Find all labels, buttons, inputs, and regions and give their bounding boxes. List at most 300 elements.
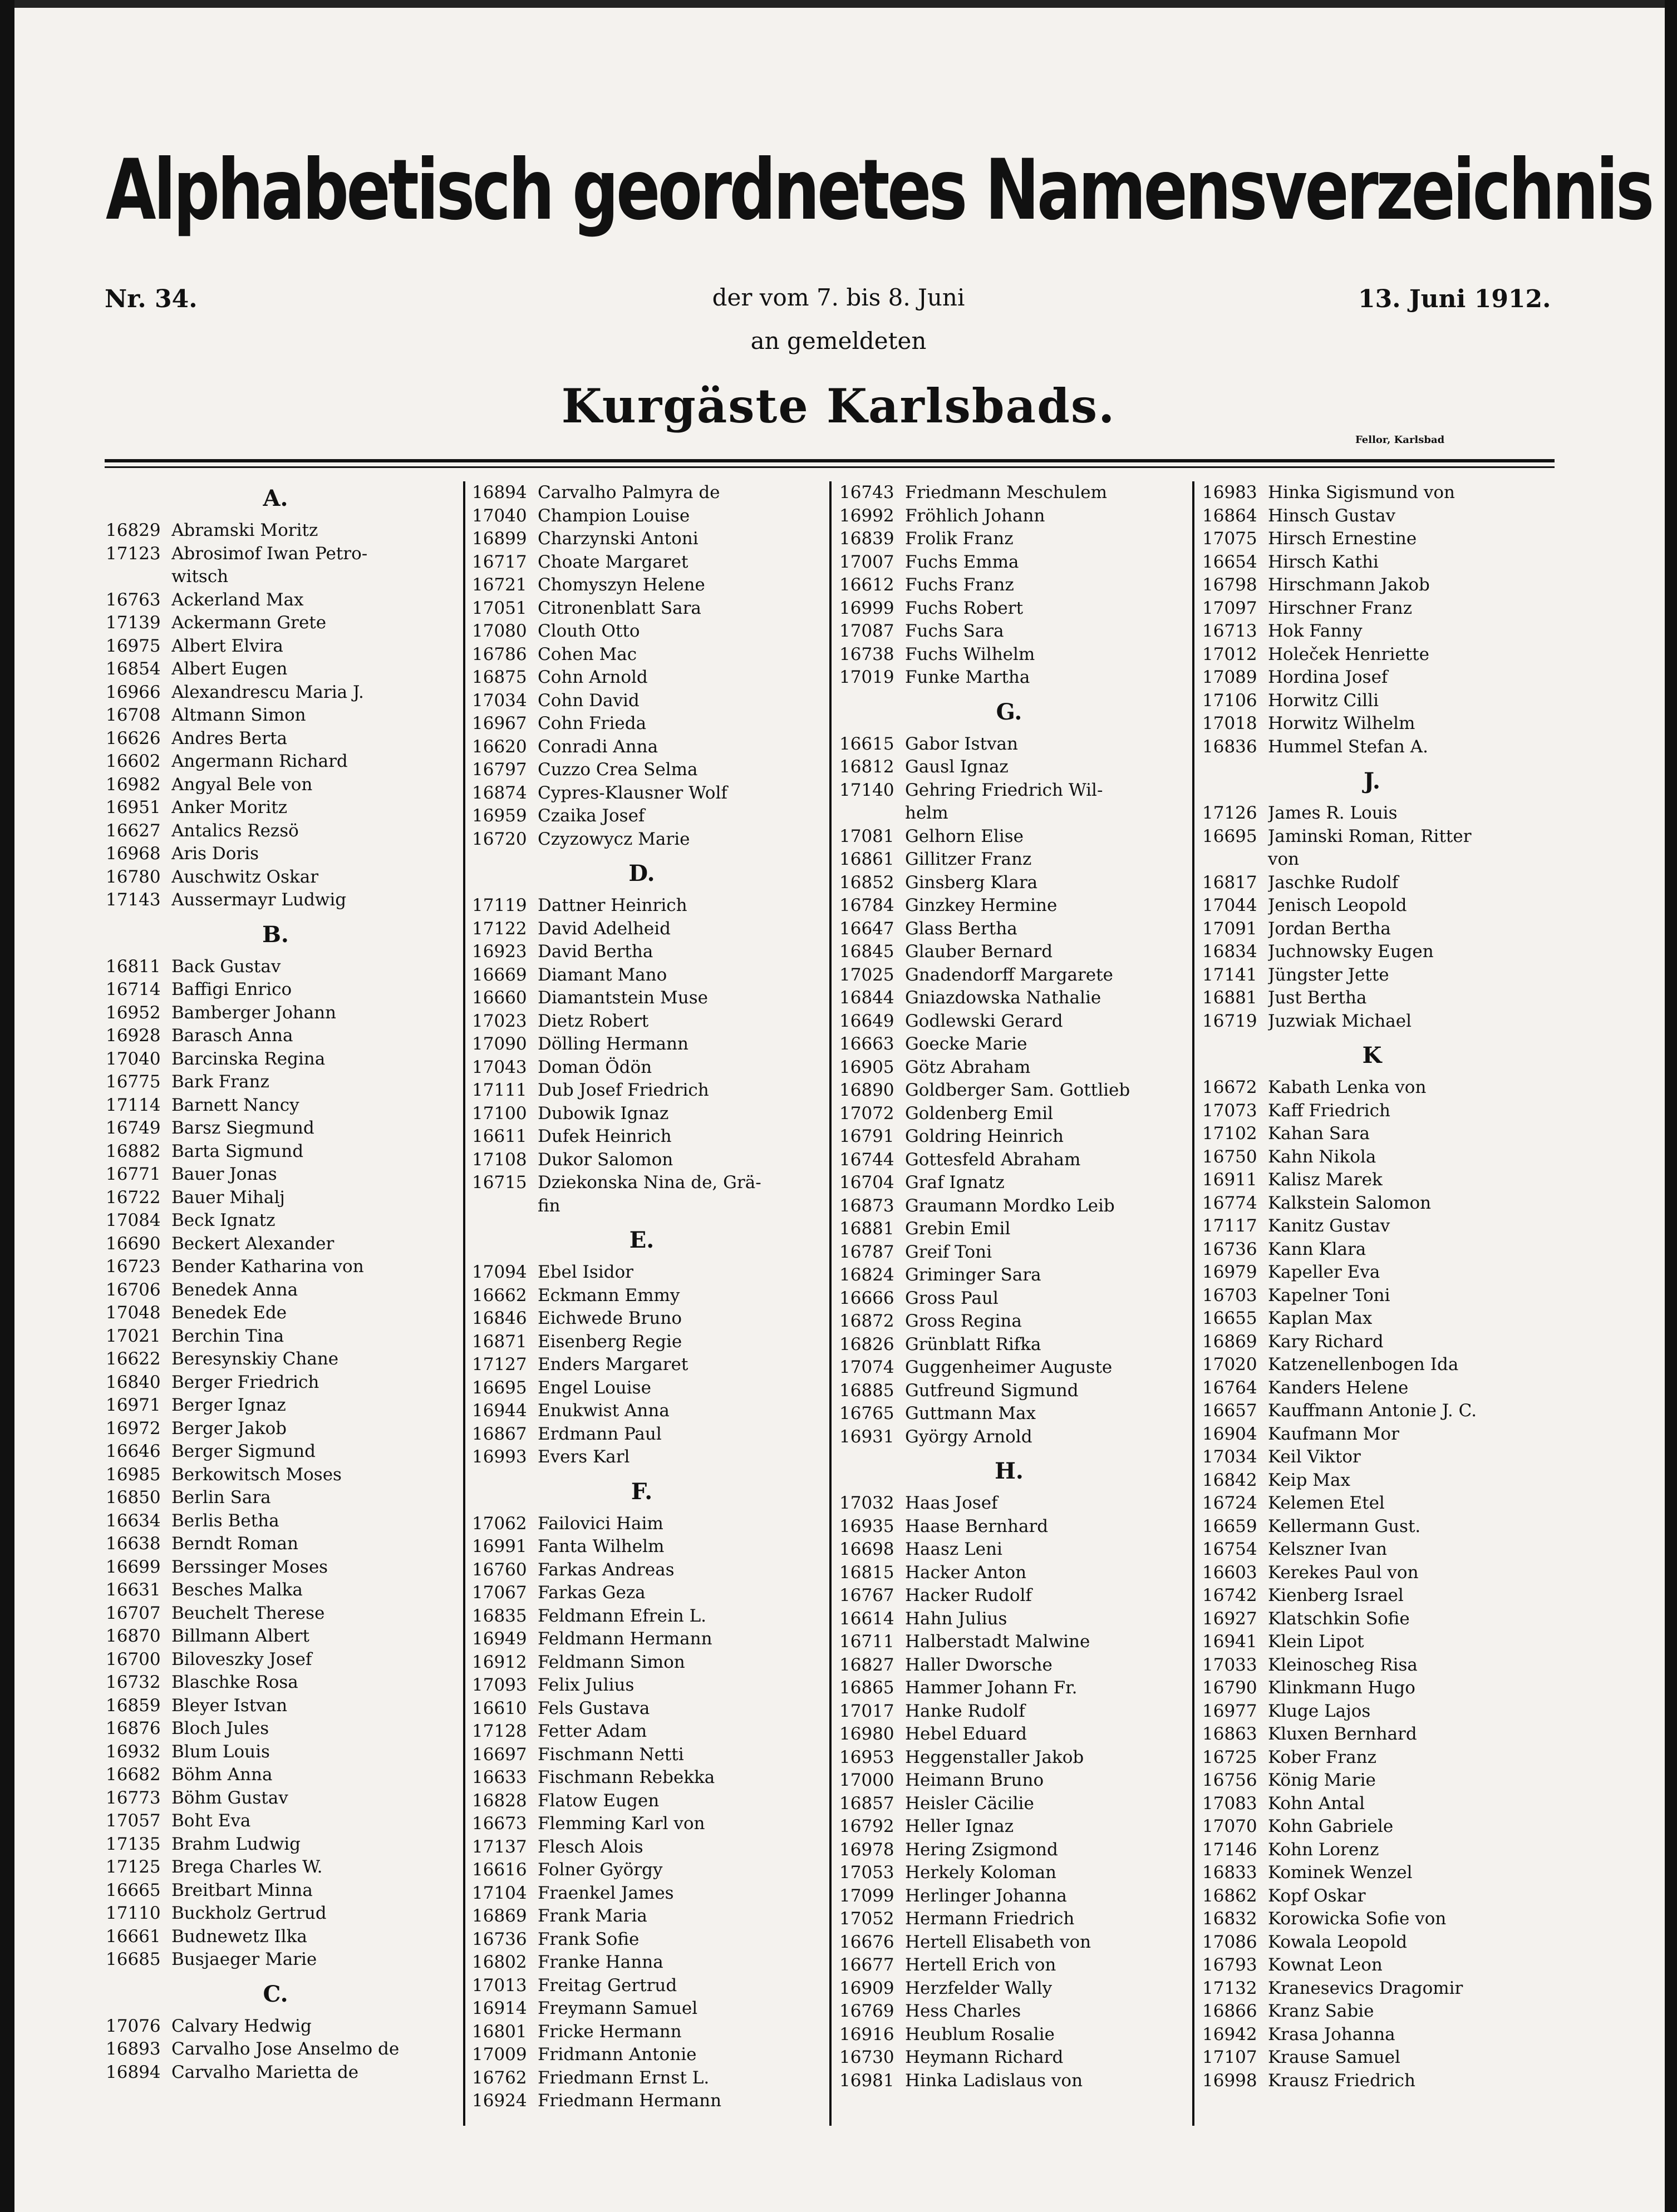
name-column-1 <box>106 481 445 2084</box>
guest-name: Jüngster Jette <box>1268 964 1389 985</box>
guest-name: Fuchs Robert <box>905 598 1024 618</box>
list-item <box>106 1833 445 1856</box>
list-item <box>106 1348 445 1371</box>
entry-number: 17017 <box>839 1701 894 1721</box>
entry-number: 17053 <box>839 1863 894 1883</box>
guest-name: Friedmann Ernst L. <box>538 2067 710 2088</box>
guest-name: Clouth Otto <box>538 621 640 641</box>
guest-name: Herkely Koloman <box>905 1863 1057 1883</box>
guest-name: Klein Lipot <box>1268 1632 1364 1652</box>
list-item <box>1202 1076 1542 1100</box>
guest-name: Carvalho Palmyra de <box>538 482 720 502</box>
list-item <box>839 1630 1179 1654</box>
guest-name: Krasa Johanna <box>1268 2024 1395 2045</box>
list-item <box>1202 481 1542 505</box>
entry-number: 17127 <box>472 1354 527 1375</box>
list-item <box>106 635 445 658</box>
list-item <box>1202 643 1542 667</box>
guest-name: Kalkstein Salomon <box>1268 1193 1432 1213</box>
list-item <box>472 894 812 918</box>
list-item <box>839 1561 1179 1585</box>
list-item <box>839 551 1179 574</box>
entry-number: 17139 <box>106 613 161 633</box>
guest-name: Heggenstaller Jakob <box>905 1747 1084 1767</box>
list-item <box>106 1787 445 1810</box>
list-item <box>839 1769 1179 1792</box>
guest-name: Folner György <box>538 1860 663 1880</box>
list-item <box>472 1102 812 1126</box>
list-item <box>1202 1792 1542 1816</box>
guest-name: Frank Maria <box>538 1906 647 1926</box>
entry-number: 17051 <box>472 598 527 618</box>
entry-number: 16904 <box>1202 1423 1257 1444</box>
entry-number: 17020 <box>1202 1354 1257 1375</box>
guest-name: Calvary Hedwig <box>171 2016 312 2036</box>
list-item <box>106 1279 445 1302</box>
list-item <box>472 620 812 643</box>
entry-number: 16672 <box>1202 1077 1257 1097</box>
entry-number: 16911 <box>1202 1170 1257 1190</box>
list-item <box>106 820 445 843</box>
list-item <box>472 2043 812 2067</box>
list-item <box>839 481 1179 505</box>
entry-number: 16633 <box>472 1767 527 1787</box>
guest-name: Berkowitsch Moses <box>171 1464 342 1485</box>
list-item <box>472 1812 812 1836</box>
entry-number: 16979 <box>1202 1262 1257 1282</box>
entry-number: 17093 <box>472 1675 527 1695</box>
entry-number: 16769 <box>839 2001 894 2021</box>
entry-number: 17125 <box>106 1857 161 1877</box>
guest-name: David Bertha <box>538 942 653 962</box>
list-item <box>106 704 445 727</box>
guest-name: Korowicka Sofie von <box>1268 1909 1447 1929</box>
guest-name: Hinka Sigismund von <box>1268 482 1455 502</box>
guest-name: Haller Dworsche <box>905 1654 1053 1675</box>
list-item <box>839 1380 1179 1403</box>
guest-name: Jaschke Rudolf <box>1268 872 1399 893</box>
guest-name: Berchin Tina <box>171 1326 284 1346</box>
entry-number: 16959 <box>472 806 527 826</box>
list-item <box>1202 1630 1542 1654</box>
entry-number: 16924 <box>472 2091 527 2111</box>
list-item <box>1202 918 1542 941</box>
list-item <box>472 1790 812 1813</box>
entry-number: 16704 <box>839 1172 894 1193</box>
guest-name: Kauffmann Antonie J. C. <box>1268 1401 1477 1421</box>
guest-name: Hinsch Gustav <box>1268 505 1396 526</box>
list-item <box>839 1654 1179 1677</box>
entry-number: 16771 <box>106 1164 161 1184</box>
entry-number: 17076 <box>106 2016 161 2036</box>
entry-number: 16932 <box>106 1741 161 1762</box>
entry-number: 16968 <box>106 844 161 864</box>
guest-name: Hebel Eduard <box>905 1724 1027 1744</box>
entry-number: 17143 <box>106 890 161 910</box>
guest-name: Fetter Adam <box>538 1721 647 1741</box>
entry-number: 16885 <box>839 1380 894 1401</box>
list-item <box>106 1071 445 1094</box>
list-item <box>839 1195 1179 1218</box>
guest-name: Hertell Elisabeth von <box>905 1932 1091 1952</box>
guest-name: Kober Franz <box>1268 1747 1376 1767</box>
guest-name: Brega Charles W. <box>171 1857 323 1877</box>
list-item <box>839 964 1179 987</box>
guest-name: Beck Ignatz <box>171 1210 276 1230</box>
entry-number: 16791 <box>839 1126 894 1146</box>
entry-number: 16871 <box>472 1331 527 1352</box>
letter-section-heading: E. <box>629 1227 655 1253</box>
guest-name: Cohn Arnold <box>538 667 648 687</box>
list-item <box>472 1905 812 1928</box>
entry-number: 17009 <box>472 2045 527 2065</box>
list-item <box>472 1582 812 1605</box>
entry-number: 16815 <box>839 1562 894 1583</box>
guest-name: Keip Max <box>1268 1470 1350 1490</box>
entry-number: 16706 <box>106 1279 161 1300</box>
entry-number: 16711 <box>839 1632 894 1652</box>
entry-number: 16612 <box>839 575 894 595</box>
entry-number: 17126 <box>1202 803 1257 823</box>
entry-number: 16975 <box>106 635 161 656</box>
guest-name-continuation: fin <box>538 1195 560 1216</box>
list-item <box>472 643 812 667</box>
entry-number: 16797 <box>472 760 527 780</box>
entry-number: 16620 <box>472 736 527 757</box>
guest-name: Gniazdowska Nathalie <box>905 988 1101 1008</box>
guest-name: Feldmann Efrein L. <box>538 1605 707 1626</box>
entry-number: 16829 <box>106 520 161 540</box>
guest-name: Dub Josef Friedrich <box>538 1080 709 1100</box>
list-item <box>839 574 1179 597</box>
guest-name: Hok Fanny <box>1268 621 1363 641</box>
entry-number: 17012 <box>1202 644 1257 664</box>
list-item <box>839 1954 1179 1977</box>
guest-name: Böhm Gustav <box>171 1787 288 1808</box>
list-item <box>1202 597 1542 620</box>
guest-name: Berlin Sara <box>171 1487 271 1507</box>
entry-number: 16685 <box>106 1949 161 1969</box>
name-column-4 <box>1202 481 1542 2092</box>
list-item <box>106 1094 445 1117</box>
entry-number: 16787 <box>839 1242 894 1262</box>
entry-number: 17089 <box>1202 667 1257 687</box>
guest-name: Greif Toni <box>905 1242 992 1262</box>
letter-section-heading: F. <box>631 1478 653 1505</box>
entry-number: 16949 <box>472 1629 527 1649</box>
list-item <box>1202 1815 1542 1839</box>
guest-name: Haasz Leni <box>905 1539 1002 1559</box>
list-item <box>1202 1400 1542 1423</box>
guest-name: Failovici Haim <box>538 1513 663 1534</box>
guest-name: Beckert Alexander <box>171 1233 335 1254</box>
list-item <box>106 658 445 681</box>
scan-border-top <box>0 0 1677 8</box>
list-item <box>839 1700 1179 1723</box>
entry-number: 16703 <box>1202 1285 1257 1305</box>
entry-number: 16833 <box>1202 1863 1257 1883</box>
list-item <box>106 681 445 705</box>
entry-number: 16881 <box>1202 988 1257 1008</box>
guest-name: Benedek Anna <box>171 1279 298 1300</box>
list-item <box>472 736 812 759</box>
list-item <box>1202 1723 1542 1746</box>
list-item <box>472 1951 812 1974</box>
letter-section-heading: C. <box>263 1981 288 2007</box>
guest-name: Hertell Erich von <box>905 1955 1056 1975</box>
guest-name: Fanta Wilhelm <box>538 1536 665 1556</box>
guest-name: Eckmann Emmy <box>538 1285 680 1305</box>
entry-number: 16953 <box>839 1747 894 1767</box>
column-divider <box>829 481 832 2126</box>
list-item <box>1202 2070 1542 2093</box>
guest-name: Engel Louise <box>538 1377 651 1398</box>
list-item <box>839 1931 1179 1954</box>
guest-name: György Arnold <box>905 1426 1032 1447</box>
entry-number: 16690 <box>106 1233 161 1254</box>
entry-number: 17114 <box>106 1095 161 1115</box>
entry-number: 17073 <box>1202 1100 1257 1121</box>
list-item <box>1202 620 1542 643</box>
entry-number: 16721 <box>472 575 527 595</box>
guest-name: Ackerland Max <box>171 589 304 610</box>
guest-name: Guttmann Max <box>905 1403 1036 1423</box>
list-item <box>472 2021 812 2044</box>
entry-number: 17040 <box>106 1048 161 1069</box>
list-item <box>1202 2023 1542 2047</box>
list-item <box>472 2090 812 2113</box>
guest-name: Krausz Friedrich <box>1268 2070 1416 2091</box>
letter-section-heading: A. <box>263 485 288 511</box>
guest-name: Erdmann Paul <box>538 1423 662 1444</box>
guest-name: Biloveszky Josef <box>171 1649 312 1669</box>
guest-name: Grünblatt Rifka <box>905 1334 1041 1354</box>
entry-number: 16834 <box>1202 942 1257 962</box>
entry-number: 17099 <box>839 1885 894 1906</box>
entry-number: 17013 <box>472 1975 527 1996</box>
guest-name: Kapeller Eva <box>1268 1262 1380 1282</box>
entry-number: 16743 <box>839 482 894 502</box>
list-item <box>106 750 445 774</box>
list-item <box>1202 894 1542 918</box>
entry-number: 17034 <box>1202 1447 1257 1467</box>
entry-number: 17106 <box>1202 690 1257 711</box>
entry-number: 16695 <box>472 1377 527 1398</box>
list-item <box>839 940 1179 964</box>
entry-number: 17057 <box>106 1811 161 1831</box>
entry-number: 17052 <box>839 1909 894 1929</box>
entry-number: 16905 <box>839 1057 894 1077</box>
entry-number: 16780 <box>106 866 161 887</box>
entry-number: 16914 <box>472 1998 527 2018</box>
guest-name: Gross Regina <box>905 1311 1022 1331</box>
guest-name: Friedmann Hermann <box>538 2091 722 2111</box>
entry-number: 16697 <box>472 1744 527 1765</box>
entry-number: 16972 <box>106 1418 161 1438</box>
guest-name: Dattner Heinrich <box>538 895 687 915</box>
guest-name: Felix Julius <box>538 1675 635 1695</box>
list-item <box>1202 1469 1542 1492</box>
guest-name: Berndt Roman <box>171 1534 298 1554</box>
list-item <box>1202 825 1542 849</box>
guest-name: Brahm Ludwig <box>171 1834 301 1854</box>
list-item <box>1202 1861 1542 1885</box>
guest-name: Benedek Ede <box>171 1303 287 1323</box>
entry-number: 16977 <box>1202 1701 1257 1721</box>
entry-number: 17062 <box>472 1513 527 1534</box>
list-item <box>472 551 812 574</box>
entry-number: 16657 <box>1202 1401 1257 1421</box>
list-item <box>472 964 812 987</box>
list-item <box>472 1056 812 1080</box>
entry-number: 16875 <box>472 667 527 687</box>
entry-number: 16756 <box>1202 1770 1257 1790</box>
list-item <box>1202 1608 1542 1631</box>
entry-number: 16602 <box>106 751 161 771</box>
list-item <box>1202 2046 1542 2070</box>
guest-name: Jordan Bertha <box>1268 918 1391 939</box>
entry-number: 16614 <box>839 1608 894 1629</box>
list-item <box>1202 1700 1542 1723</box>
list-item <box>472 481 812 505</box>
entry-number: 16826 <box>839 1334 894 1354</box>
guest-name: Hess Charles <box>905 2001 1021 2021</box>
guest-name: Friedmann Meschulem <box>905 482 1108 502</box>
entry-number: 17034 <box>472 690 527 711</box>
guest-name: Kaff Friedrich <box>1268 1100 1391 1121</box>
entry-number: 16824 <box>839 1265 894 1285</box>
name-column-2 <box>472 481 812 2113</box>
guest-name: Fuchs Emma <box>905 551 1019 572</box>
entry-number: 17084 <box>106 1210 161 1230</box>
guest-name: Kabath Lenka von <box>1268 1077 1427 1097</box>
entry-number: 16626 <box>106 728 161 748</box>
entry-number: 16836 <box>1202 736 1257 757</box>
entry-number: 17025 <box>839 964 894 985</box>
entry-number: 16760 <box>472 1559 527 1580</box>
guest-name: Bauer Mihalj <box>171 1187 285 1208</box>
list-item <box>472 1720 812 1743</box>
entry-number: 16790 <box>1202 1678 1257 1698</box>
guest-name: Fröhlich Johann <box>905 505 1045 526</box>
list-item <box>472 1697 812 1721</box>
guest-name: Cuzzo Crea Selma <box>538 760 698 780</box>
entry-number: 16874 <box>472 782 527 803</box>
guest-name: Gehring Friedrich Wil- <box>905 780 1103 800</box>
list-item <box>106 1671 445 1694</box>
entry-number: 17141 <box>1202 964 1257 985</box>
list-item <box>472 1171 812 1195</box>
guest-name: Diamant Mano <box>538 964 667 985</box>
guest-name: Kanitz Gustav <box>1268 1216 1390 1236</box>
guest-name: Kanders Helene <box>1268 1377 1409 1398</box>
guest-name: Hinka Ladislaus von <box>905 2070 1083 2091</box>
guest-name: Barcinska Regina <box>171 1048 326 1069</box>
guest-name: Graf Ignatz <box>905 1172 1005 1193</box>
guest-name: Dietz Robert <box>538 1011 649 1031</box>
guest-name: Bender Katharina von <box>171 1257 364 1277</box>
entry-number: 16725 <box>1202 1747 1257 1767</box>
entry-number: 16754 <box>1202 1539 1257 1559</box>
page-title: Alphabetisch geordnetes Namensverzeichnis <box>106 142 1652 239</box>
entry-number: 16773 <box>106 1787 161 1808</box>
guest-name: Hermann Friedrich <box>905 1909 1075 1929</box>
guest-name: Bauer Jonas <box>171 1164 277 1184</box>
guest-name: Ackermann Grete <box>171 613 327 633</box>
list-item <box>1202 1654 1542 1677</box>
list-item <box>1202 1331 1542 1354</box>
guest-name: Haase Bernhard <box>905 1516 1049 1536</box>
guest-name: Kluge Lajos <box>1268 1701 1371 1721</box>
list-item <box>472 1353 812 1377</box>
entry-number: 16873 <box>839 1195 894 1216</box>
guest-name: Freymann Samuel <box>538 1998 698 2018</box>
entry-number: 17083 <box>1202 1793 1257 1814</box>
guest-name: Kapelner Toni <box>1268 1285 1390 1305</box>
entry-number: 16662 <box>472 1285 527 1305</box>
list-item <box>1202 1238 1542 1262</box>
guest-name: Fridmann Antonie <box>538 2045 697 2065</box>
list-item <box>1202 736 1542 759</box>
guest-name: Carvalho Jose Anselmo de <box>171 2039 400 2059</box>
guest-name: Keil Viktor <box>1268 1447 1361 1467</box>
entry-number: 16660 <box>472 988 527 1008</box>
list-item <box>1202 1977 1542 2001</box>
list-item <box>839 1723 1179 1746</box>
list-item <box>106 889 445 912</box>
list-item <box>106 1371 445 1395</box>
entry-number: 16890 <box>839 1080 894 1100</box>
guest-name: Cypres-Klausner Wolf <box>538 782 727 803</box>
guest-name: Kluxen Bernhard <box>1268 1724 1417 1744</box>
list-item <box>106 1163 445 1186</box>
entry-number: 16839 <box>839 529 894 549</box>
guest-name: Fischmann Netti <box>538 1744 684 1765</box>
list-item <box>472 1605 812 1628</box>
entry-number: 16862 <box>1202 1885 1257 1906</box>
entry-number: 16767 <box>839 1585 894 1605</box>
entry-number: 16714 <box>106 979 161 999</box>
entry-number: 16695 <box>1202 826 1257 846</box>
list-item <box>839 1149 1179 1172</box>
guest-name: Czyzowycz Marie <box>538 829 690 849</box>
entry-number: 16750 <box>1202 1146 1257 1167</box>
entry-number: 16981 <box>839 2070 894 2091</box>
entry-number: 16763 <box>106 589 161 610</box>
guest-name: Besches Malka <box>171 1580 303 1600</box>
entry-number: 16951 <box>106 797 161 817</box>
list-item <box>106 1302 445 1325</box>
list-item <box>1202 1284 1542 1308</box>
list-item <box>1202 1584 1542 1608</box>
guest-name: Carvalho Marietta de <box>171 2062 359 2082</box>
list-item <box>839 1402 1179 1426</box>
entry-number: 16982 <box>106 774 161 795</box>
list-item <box>472 1331 812 1354</box>
list-item <box>1202 1492 1542 1515</box>
list-item <box>839 1608 1179 1631</box>
letter-section-heading: D. <box>628 860 655 886</box>
list-item <box>106 1233 445 1256</box>
list-item <box>472 1149 812 1172</box>
list-item <box>472 1628 812 1651</box>
list-item <box>472 1766 812 1790</box>
guest-name: Funke Martha <box>905 667 1030 687</box>
guest-name: Dubowik Ignaz <box>538 1103 669 1124</box>
list-item <box>839 1426 1179 1449</box>
guest-name: Bamberger Johann <box>171 1002 336 1023</box>
list-item <box>839 620 1179 643</box>
